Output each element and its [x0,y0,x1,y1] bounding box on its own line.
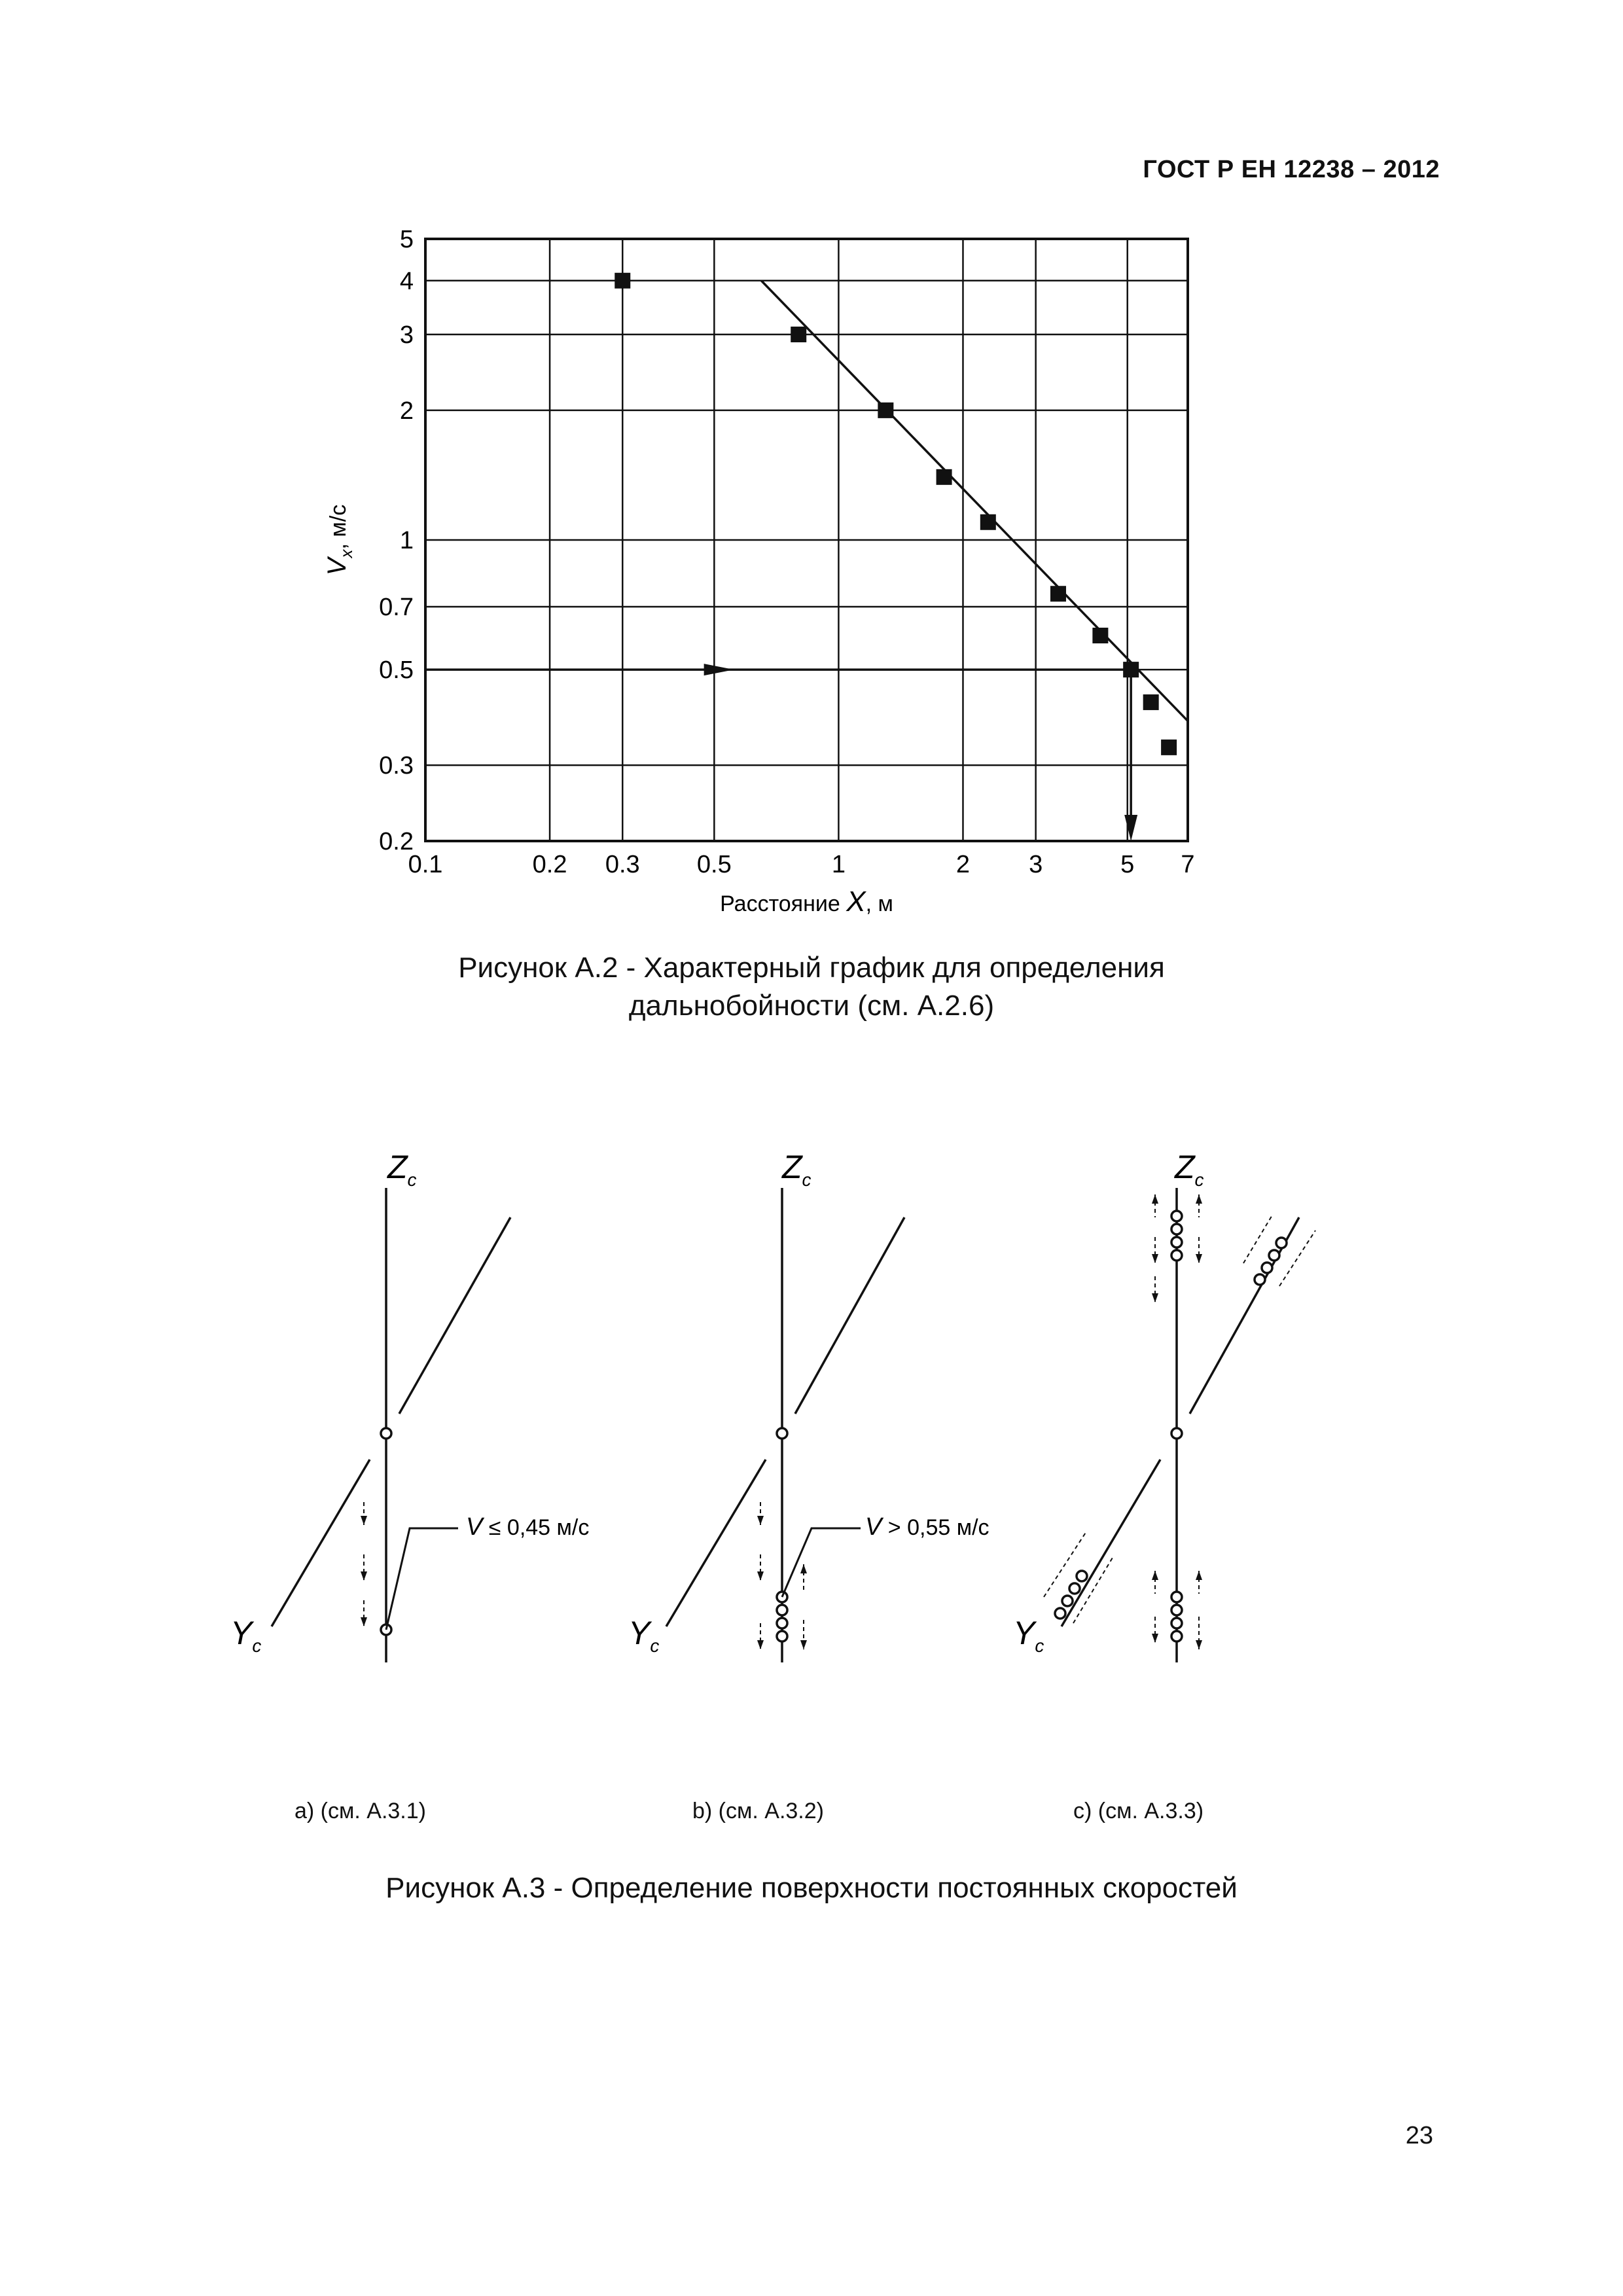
origin-point [381,1428,391,1439]
y-tick-label: 0.5 [379,656,414,685]
origin-point [1171,1428,1182,1439]
chart-grid [425,239,1188,841]
measurement-point [1171,1605,1182,1615]
arrowhead-down [757,1571,764,1581]
data-point [1092,628,1108,643]
arrowhead-down [361,1617,367,1626]
y-axis-line-upper [1190,1217,1299,1414]
fit-line-group [761,281,1188,721]
data-point [791,327,806,342]
data-point [980,514,996,530]
measurement-point [1069,1583,1080,1594]
y-axis-line-lower [666,1460,766,1626]
velocity-arrow [1279,1230,1315,1286]
measurement-point [1171,1250,1182,1261]
arrowhead-down [1152,1634,1158,1643]
leader-line [782,1528,861,1597]
panel-b-label: b) (см. А.3.2) [692,1799,824,1823]
figure-a3-caption: Рисунок А.3 - Определение поверхности постоянных скоростей [385,1872,1238,1904]
data-points [615,273,1177,755]
velocity-arrow [1073,1558,1113,1623]
measurement-point [1255,1274,1265,1285]
y-axis-line-upper [795,1217,904,1414]
measurement-point [777,1605,787,1615]
data-point [1050,586,1066,601]
right-arrowhead [704,664,734,675]
arrowhead-down [1196,1640,1202,1649]
data-point [878,403,893,418]
x-tick-label: 0.5 [696,851,732,878]
arrowhead-down [757,1640,764,1649]
arrowhead-up [1196,1571,1202,1580]
data-point [1123,662,1139,677]
origin-point [777,1428,787,1439]
figure-a2-caption-line2: дальнобойности (см. А.2.6) [628,990,995,1022]
y-tick-labels [379,226,414,855]
velocity-arrow [1243,1214,1273,1263]
x-tick-label: 0.3 [605,851,640,878]
fit-line [761,281,1188,721]
measurement-point [1171,1211,1182,1221]
panel-c-label: c) (см. А.3.3) [1073,1799,1204,1823]
y-axis-line-lower [272,1460,370,1626]
arrowhead-down [800,1640,807,1649]
y-tick-label: 5 [399,226,414,253]
panel-a-label: a) (см. А.3.1) [294,1799,426,1823]
y-axis-line-lower [1061,1460,1160,1626]
z-axis-label: $Z_c$ [782,1149,812,1190]
y-tick-label: 1 [399,527,414,554]
measurement-point [777,1631,787,1641]
y-axis-label: $Y_c$ [230,1615,262,1656]
measurement-point [1062,1596,1073,1606]
measurement-point [777,1592,787,1602]
y-axis-label: $Y_c$ [1013,1615,1044,1656]
data-point [1161,740,1177,755]
z-axis-label: $Z_c$ [1175,1149,1204,1190]
velocity-condition-label: V > 0,55 м/с [865,1513,990,1541]
measurement-point [1171,1592,1182,1602]
z-axis-label: $Z_c$ [387,1149,417,1190]
measurement-point [1171,1631,1182,1641]
data-point [936,469,952,485]
arrowhead-down [757,1516,764,1525]
arrowhead-down [361,1571,367,1581]
data-point [1143,694,1159,710]
arrowhead-up [1152,1194,1158,1204]
measurement-point [777,1618,787,1628]
arrowhead-up [1196,1194,1202,1204]
arrowhead-down [1152,1293,1158,1302]
y-tick-label: 0.3 [379,752,414,780]
document-header: ГОСТ Р ЕН 12238 – 2012 [1143,156,1440,183]
x-tick-label: 0.1 [408,851,443,878]
x-axis-label: Расстояние X, м [720,886,893,918]
y-tick-label: 3 [399,321,414,350]
measurement-point [1262,1263,1272,1273]
arrowhead-down [1196,1254,1202,1263]
x-tick-label: 5 [1120,851,1135,878]
x-tick-labels [408,851,1195,878]
velocity-arrow [1044,1532,1086,1597]
panel-b-diagram [628,1149,990,1662]
y-axis-label: $V_x$, м/с [323,504,356,576]
arrowhead-up [1152,1571,1158,1580]
measurement-point [1077,1571,1087,1581]
y-tick-label: 0.2 [379,828,414,855]
y-tick-label: 4 [399,267,414,295]
measurement-point [1276,1238,1287,1248]
x-tick-label: 1 [831,851,846,878]
velocity-condition-label: V ≤ 0,45 м/с [466,1513,590,1541]
down-arrowhead [1124,815,1137,841]
data-point [615,273,630,289]
panel-a-diagram [230,1149,589,1662]
leader-line [386,1528,458,1630]
arrowhead-down [361,1516,367,1525]
measurement-point [1171,1618,1182,1628]
arrowhead-down [1152,1254,1158,1263]
measurement-point [1269,1250,1279,1261]
panel-c-diagram [1013,1149,1315,1662]
x-tick-label: 3 [1029,851,1043,878]
measurement-point [1171,1224,1182,1234]
measurement-point [381,1624,391,1635]
x-tick-label: 2 [955,851,971,878]
figure-a2-caption-line1: Рисунок А.2 - Характерный график для определения [458,952,1165,984]
measurement-point [1055,1608,1065,1619]
y-tick-label: 2 [399,397,414,425]
arrowhead-up [800,1564,807,1573]
x-tick-label: 0.2 [532,851,567,878]
x-tick-label: 7 [1181,851,1195,878]
y-axis-line-upper [399,1217,510,1414]
reference-arrows [425,664,1137,841]
page-number: 23 [1405,2122,1433,2149]
y-axis-label: $Y_c$ [628,1615,660,1656]
measurement-point [1171,1237,1182,1247]
range-chart [0,0,1623,949]
y-tick-label: 0.7 [379,593,414,621]
